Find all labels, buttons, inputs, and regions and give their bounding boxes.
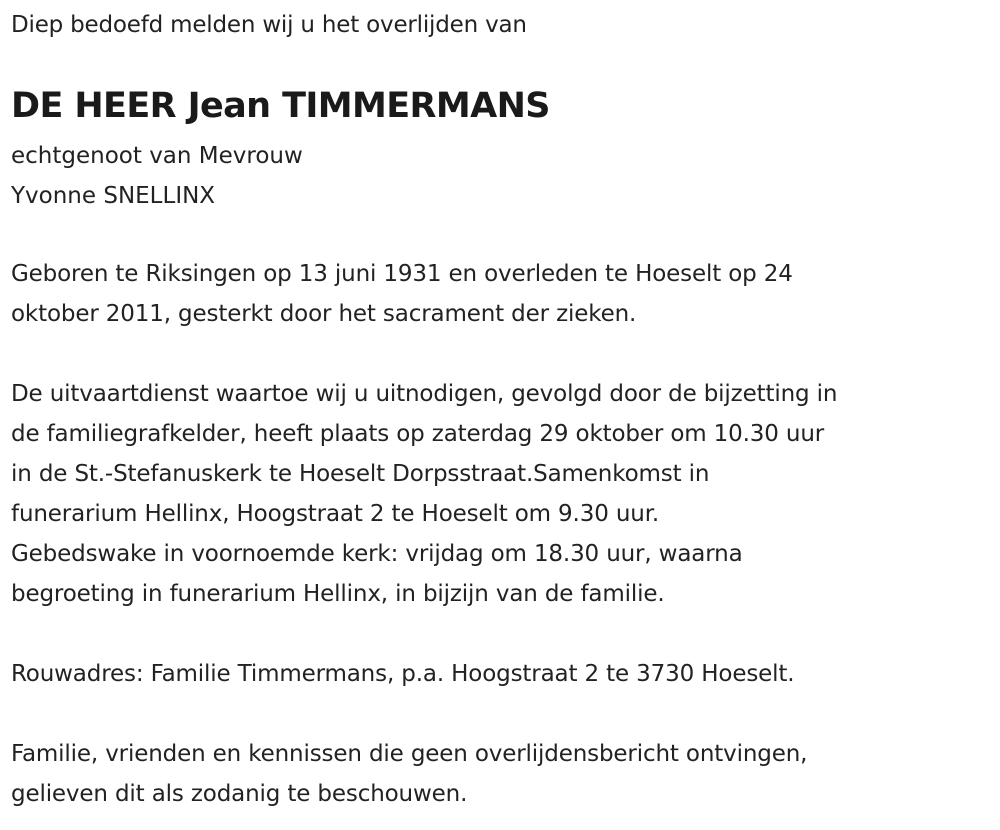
funeral-service-paragraph — [11, 374, 991, 614]
closing-paragraph — [11, 734, 991, 814]
spouse-line: Yvonne SNELLINX — [11, 183, 216, 209]
spouse-info — [11, 136, 303, 216]
paragraph-line: begroeting in funerarium Hellinx, in bijzijn van de familie. — [11, 581, 665, 607]
paragraph-line: Familie, vrienden en kennissen die geen overlijdensbericht ontvingen, — [11, 741, 808, 767]
paragraph-line: Geboren te Riksingen op 13 juni 1931 en overleden te Hoeselt op 24 — [11, 261, 793, 287]
paragraph-line: De uitvaartdienst waartoe wij u uitnodigen, gevolgd door de bijzetting in — [11, 381, 838, 407]
paragraph-line: oktober 2011, gesterkt door het sacrament der zieken. — [11, 301, 637, 327]
intro-text: Diep bedoefd melden wij u het overlijden van — [11, 12, 527, 38]
birth-death-paragraph — [11, 254, 991, 334]
paragraph-line: Gebedswake in voornoemde kerk: vrijdag om 18.30 uur, waarna — [11, 541, 743, 567]
paragraph-line: gelieven dit als zodanig te beschouwen. — [11, 781, 468, 807]
paragraph-line: Rouwadres: Familie Timmermans, p.a. Hoogstraat 2 te 3730 Hoeselt. — [11, 661, 795, 687]
spouse-line: echtgenoot van Mevrouw — [11, 143, 303, 169]
paragraph-line: funerarium Hellinx, Hoogstraat 2 te Hoeselt om 9.30 uur. — [11, 501, 660, 527]
paragraph-line: in de St.-Stefanuskerk te Hoeselt Dorpsstraat.Samenkomst in — [11, 461, 710, 487]
mourning-address-paragraph — [11, 654, 991, 694]
deceased-name: DE HEER Jean TIMMERMANS — [11, 86, 550, 126]
paragraph-line: de familiegrafkelder, heeft plaats op zaterdag 29 oktober om 10.30 uur — [11, 421, 825, 447]
